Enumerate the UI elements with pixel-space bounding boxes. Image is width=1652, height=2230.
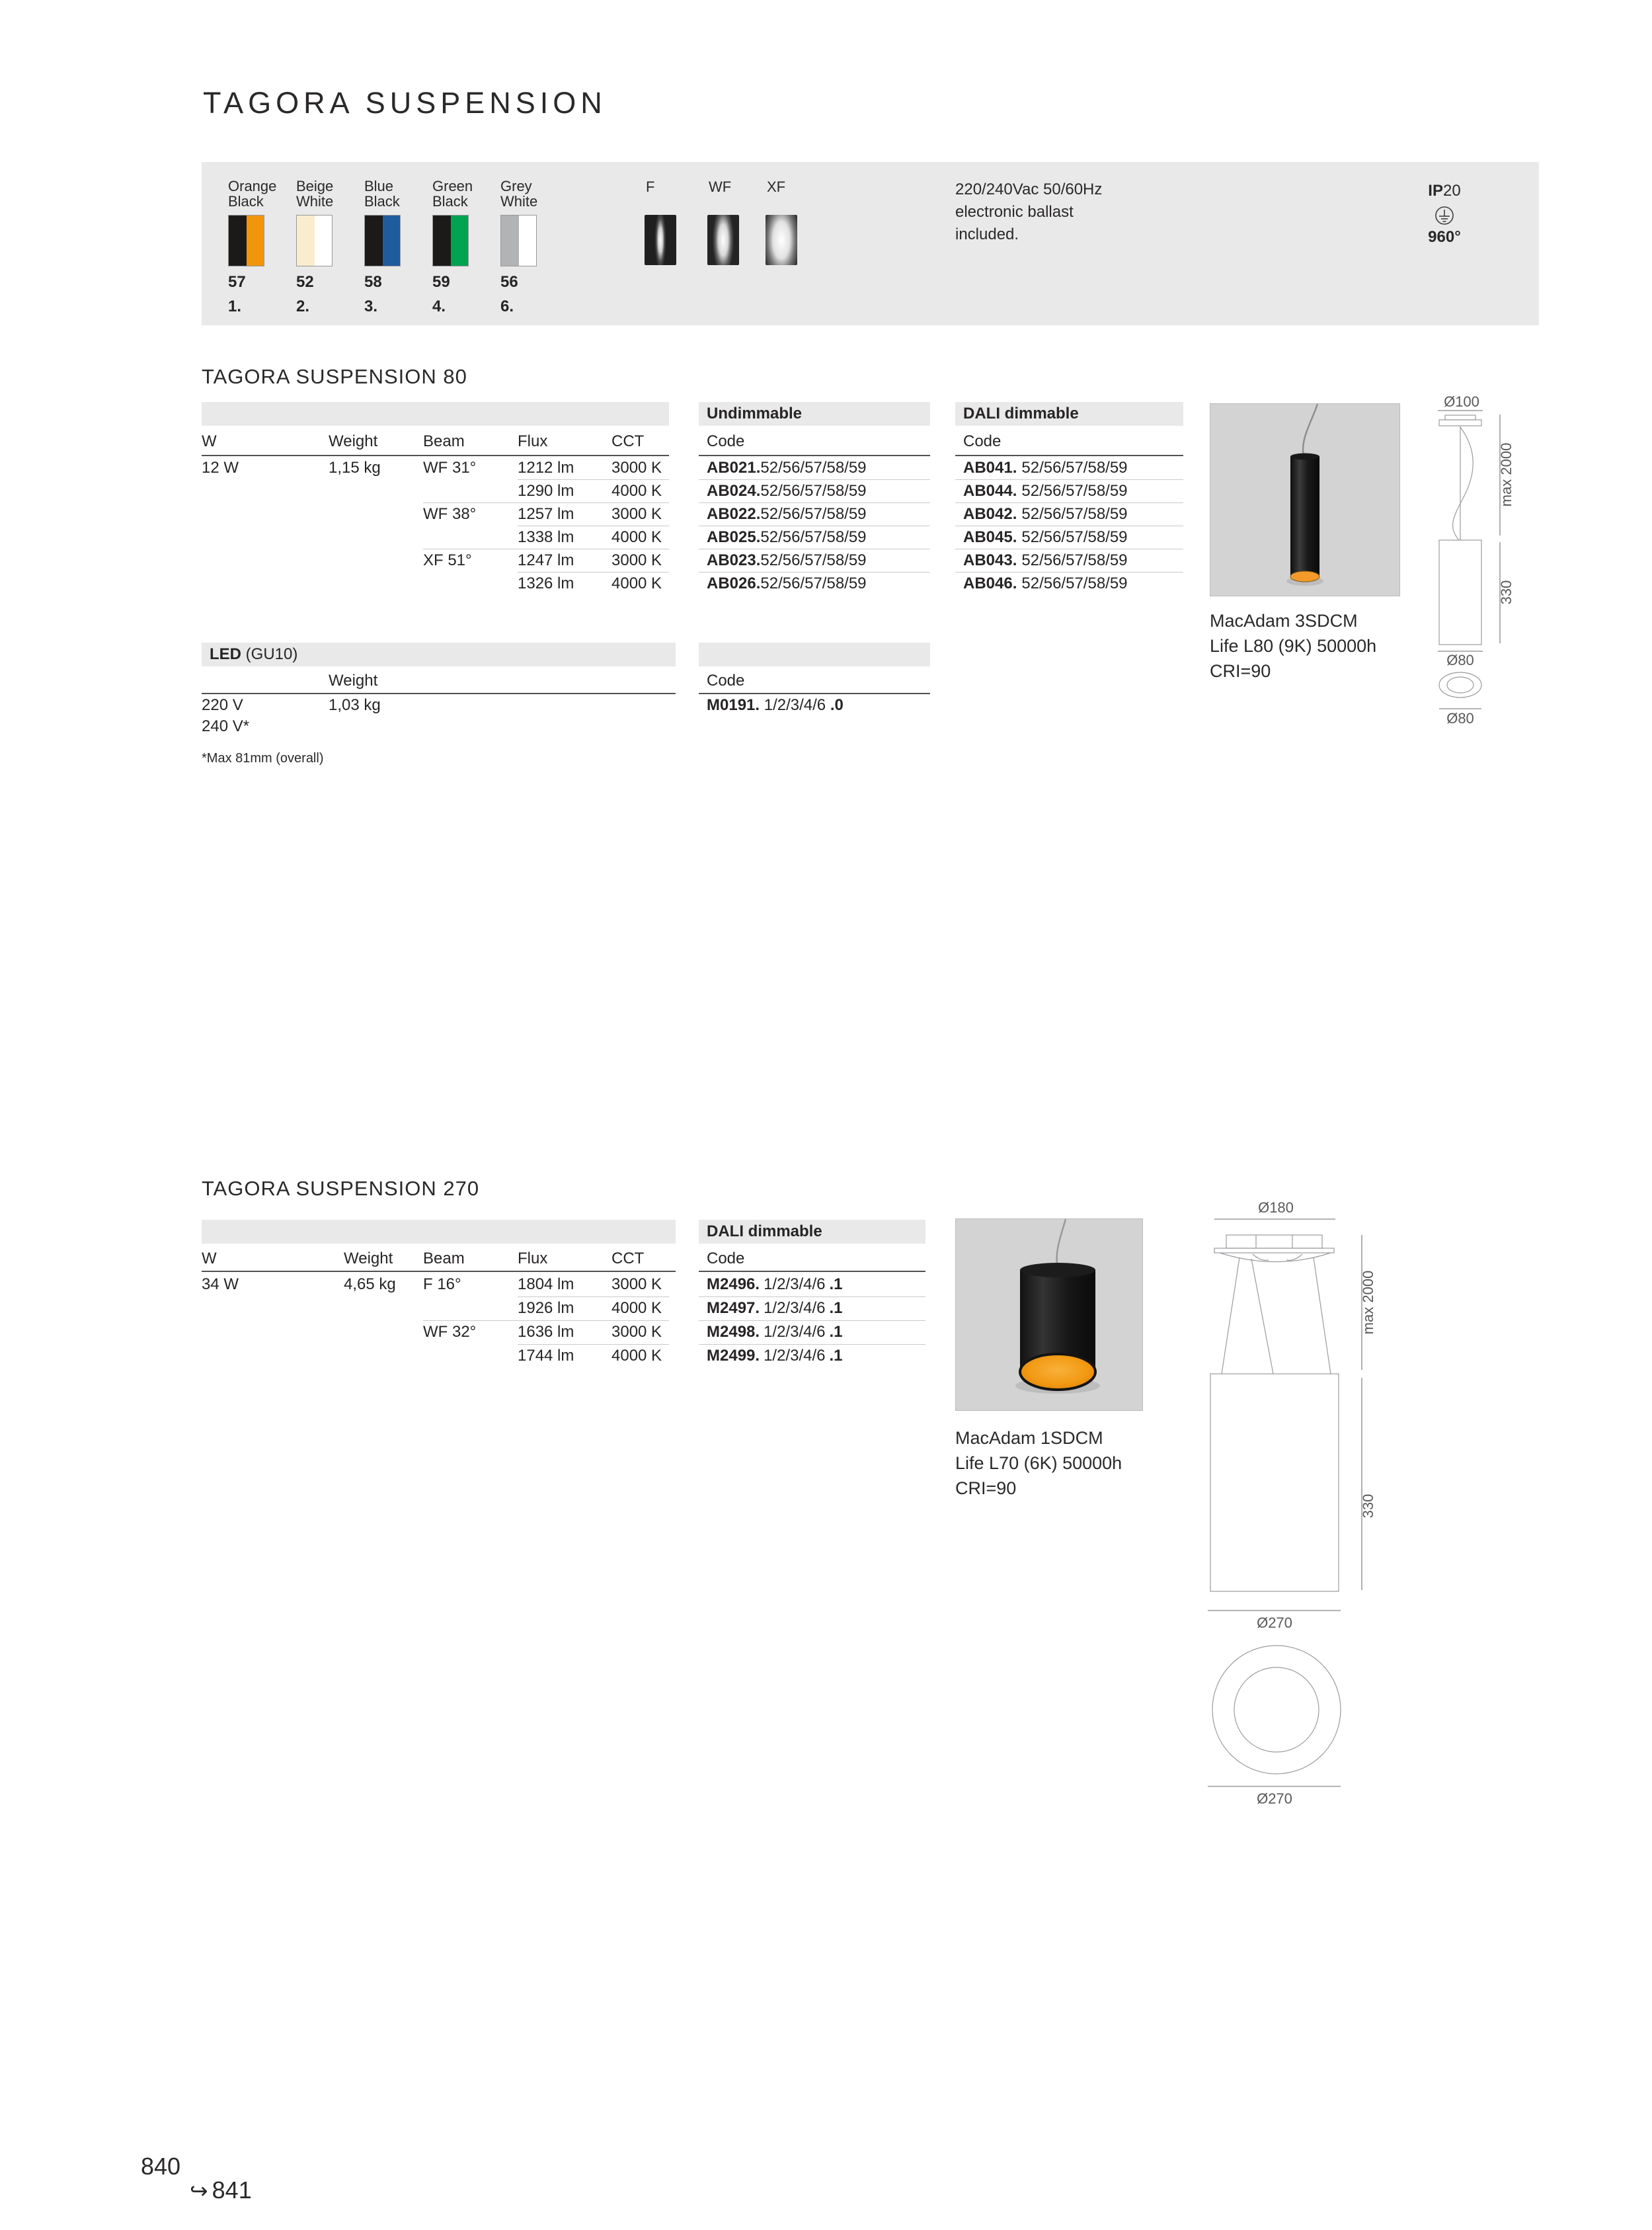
led-col-weight: Weight (329, 672, 378, 690)
earth-ground-icon (1433, 204, 1456, 227)
finish-ordinal: 6. (500, 298, 514, 315)
col-weight: Weight (329, 432, 378, 450)
row-separator (699, 1296, 925, 1297)
code-dali: AB045. 52/56/57/58/59 (963, 528, 1128, 546)
finish-code: 56 (500, 273, 518, 291)
finish-grey-white (500, 162, 567, 325)
finish-orange-black (228, 162, 294, 325)
section-270-title: TAGORA SUSPENSION 270 (202, 1177, 480, 1200)
code-dali: M2496. 1/2/3/4/6 .1 (707, 1275, 843, 1293)
next-page-ref: ↪ 841 (190, 2176, 252, 2204)
col-code-undimmable: Code (707, 432, 745, 450)
beam-f-icon (645, 215, 676, 265)
next-page-arrow-icon: ↪ (190, 2178, 208, 2203)
finish-swatch-icon (500, 215, 537, 266)
header-rule (699, 1271, 925, 1272)
product-photo-80 (1210, 403, 1400, 596)
code-dali: AB043. 52/56/57/58/59 (963, 551, 1128, 569)
col-weight: Weight (344, 1250, 393, 1267)
code-dali: AB041. 52/56/57/58/59 (963, 459, 1128, 477)
row-separator (955, 572, 1183, 573)
svg-text:Ø80: Ø80 (1446, 710, 1474, 727)
code-undimmable: AB026.52/56/57/58/59 (707, 575, 867, 592)
cct-value: 3000 K (611, 1323, 662, 1341)
col-w: W (202, 432, 217, 450)
macadam-info-80: MacAdam 3SDCM Life L80 (9K) 50000h CRI=90 (1210, 611, 1377, 681)
col-code-dali: Code (963, 432, 1002, 450)
finish-label: Grey White (500, 178, 538, 210)
col-cct: CCT (611, 432, 645, 450)
beam-value: XF 51° (423, 551, 472, 569)
beam-wf (707, 162, 754, 325)
w-value: 12 W (202, 459, 239, 477)
row-separator (423, 1320, 669, 1321)
col-flux: Flux (518, 432, 548, 450)
product-photo-270 (955, 1218, 1143, 1411)
beam-label: XF (767, 179, 786, 195)
row-separator (699, 502, 930, 503)
led-voltage: 220 V 240 V* (202, 696, 250, 735)
code-undimmable: AB021.52/56/57/58/59 (707, 459, 867, 477)
finish-label: Orange Black (228, 178, 277, 210)
finish-code: 58 (364, 273, 382, 291)
led-weight-value: 1,03 kg (329, 696, 381, 714)
flux-value: 1804 lm (518, 1275, 574, 1293)
svg-text:max 2000: max 2000 (1360, 1270, 1376, 1335)
code-dali: AB044. 52/56/57/58/59 (963, 482, 1128, 500)
row-separator (518, 479, 669, 480)
code-undimmable: AB022.52/56/57/58/59 (707, 505, 867, 523)
row-separator (955, 502, 1183, 503)
finish-swatch-icon (364, 215, 401, 266)
code-dali: AB042. 52/56/57/58/59 (963, 505, 1128, 523)
finish-swatch-icon (228, 215, 264, 266)
finish-code: 52 (296, 273, 314, 291)
row-separator (518, 1344, 669, 1345)
cct-value: 4000 K (611, 482, 662, 500)
finish-ordinal: 1. (228, 298, 242, 315)
col-code-dali: Code (707, 1250, 745, 1267)
led-code-band (699, 643, 930, 666)
code-undimmable: AB025.52/56/57/58/59 (707, 528, 867, 546)
flux-value: 1247 lm (518, 551, 574, 569)
flux-value: 1338 lm (518, 528, 574, 546)
dimension-drawing-270 (1190, 1195, 1388, 1817)
dim-top-diameter: Ø100 (1444, 393, 1479, 410)
electrical-info: 220/240Vac 50/60Hz electronic ballast included. (955, 180, 1103, 243)
svg-text:Ø80: Ø80 (1446, 652, 1474, 668)
page-title: TAGORA SUSPENSION (203, 86, 607, 120)
finish-label: Blue Black (364, 178, 400, 210)
table-80-header-band (202, 402, 669, 426)
weight-value: 1,15 kg (329, 459, 381, 477)
beam-value: WF 31° (423, 459, 477, 477)
finish-swatch-icon (296, 215, 333, 266)
cct-value: 3000 K (611, 1275, 662, 1293)
cct-value: 3000 K (611, 459, 662, 477)
cct-value: 3000 K (611, 505, 662, 523)
led-col-code: Code (707, 672, 745, 690)
beam-wf-icon (707, 215, 739, 265)
cct-value: 4000 K (611, 528, 662, 546)
code-dali: AB046. 52/56/57/58/59 (963, 575, 1128, 592)
dali-band-80 (955, 402, 1183, 426)
flux-value: 1636 lm (518, 1323, 574, 1341)
row-separator (955, 479, 1183, 480)
w-value: 34 W (202, 1275, 239, 1293)
col-cct: CCT (611, 1250, 645, 1267)
row-separator (518, 572, 669, 573)
ip-rating: IP20 (1428, 182, 1461, 200)
col-flux: Flux (518, 1250, 548, 1267)
row-separator (518, 1296, 669, 1297)
svg-text:Ø180: Ø180 (1258, 1199, 1294, 1216)
undimmable-label: Undimmable (707, 405, 803, 422)
pendant-lamp-80-icon (1210, 404, 1399, 596)
finish-swatch-icon (432, 215, 469, 266)
code-dali: M2499. 1/2/3/4/6 .1 (707, 1347, 843, 1365)
beam-f (645, 162, 691, 325)
code-undimmable: AB023.52/56/57/58/59 (707, 551, 867, 569)
led-label: LED (GU10) (210, 645, 298, 663)
finish-blue-black (364, 162, 430, 325)
svg-text:max 2000: max 2000 (1498, 442, 1514, 507)
glass-temp: 960° (1428, 228, 1461, 246)
cct-value: 3000 K (611, 551, 662, 569)
finish-green-black (432, 162, 498, 325)
section-80-title: TAGORA SUSPENSION 80 (202, 365, 467, 388)
col-beam: Beam (423, 432, 465, 450)
finish-ordinal: 3. (364, 298, 378, 315)
svg-text:330: 330 (1360, 1493, 1376, 1519)
dimension-drawing-80 (1415, 389, 1547, 739)
beam-value: WF 32° (423, 1323, 477, 1341)
code-dali: M2498. 1/2/3/4/6 .1 (707, 1323, 843, 1341)
beam-value: WF 38° (423, 505, 477, 523)
finish-label: Beige White (296, 178, 334, 210)
code-dali: M2497. 1/2/3/4/6 .1 (707, 1299, 843, 1317)
finish-code: 57 (228, 273, 246, 291)
finish-ordinal: 4. (432, 298, 446, 315)
finish-ordinal: 2. (296, 298, 310, 315)
led-band (202, 643, 676, 666)
col-w: W (202, 1250, 217, 1267)
header-rule (202, 1271, 676, 1272)
flux-value: 1212 lm (518, 459, 574, 477)
table-270-header-band (202, 1220, 676, 1244)
cct-value: 4000 K (611, 1299, 662, 1317)
flux-value: 1326 lm (518, 575, 574, 592)
flux-value: 1290 lm (518, 482, 574, 500)
header-rule (699, 693, 930, 694)
row-separator (699, 479, 930, 480)
row-separator (423, 502, 669, 503)
dali-band-270 (699, 1220, 925, 1244)
col-beam: Beam (423, 1250, 465, 1267)
flux-value: 1744 lm (518, 1347, 574, 1365)
beam-label: WF (709, 179, 732, 195)
cct-value: 4000 K (611, 1347, 662, 1365)
finishes-info-band (202, 162, 1539, 325)
code-undimmable: AB024.52/56/57/58/59 (707, 482, 867, 500)
beam-xf (766, 162, 812, 325)
row-separator (699, 572, 930, 573)
led-footnote: *Max 81mm (overall) (202, 751, 324, 766)
finish-code: 59 (432, 273, 450, 291)
led-code-value: M0191. 1/2/3/4/6 .0 (707, 696, 844, 714)
flux-value: 1257 lm (518, 505, 574, 523)
dali-label: DALI dimmable (963, 405, 1079, 422)
page-number: 840 (141, 2153, 181, 2180)
beam-label: F (646, 179, 655, 195)
svg-text:330: 330 (1498, 580, 1514, 605)
undimmable-band (699, 402, 930, 426)
row-separator (699, 1344, 925, 1345)
beam-xf-icon (766, 215, 797, 265)
macadam-info-270: MacAdam 1SDCM Life L70 (6K) 50000h CRI=90 (955, 1428, 1122, 1498)
finish-label: Green Black (432, 178, 473, 210)
beam-value: F 16° (423, 1275, 461, 1293)
svg-text:Ø270: Ø270 (1257, 1790, 1292, 1807)
flux-value: 1926 lm (518, 1299, 574, 1317)
header-rule (202, 693, 676, 694)
dali-label: DALI dimmable (707, 1222, 822, 1240)
ratings-block (1415, 182, 1474, 247)
finish-beige-white (296, 162, 362, 325)
svg-text:Ø270: Ø270 (1257, 1614, 1292, 1631)
weight-value: 4,65 kg (344, 1275, 396, 1293)
cct-value: 4000 K (611, 575, 662, 592)
row-separator (699, 1320, 925, 1321)
pendant-lamp-270-icon (956, 1219, 1142, 1410)
